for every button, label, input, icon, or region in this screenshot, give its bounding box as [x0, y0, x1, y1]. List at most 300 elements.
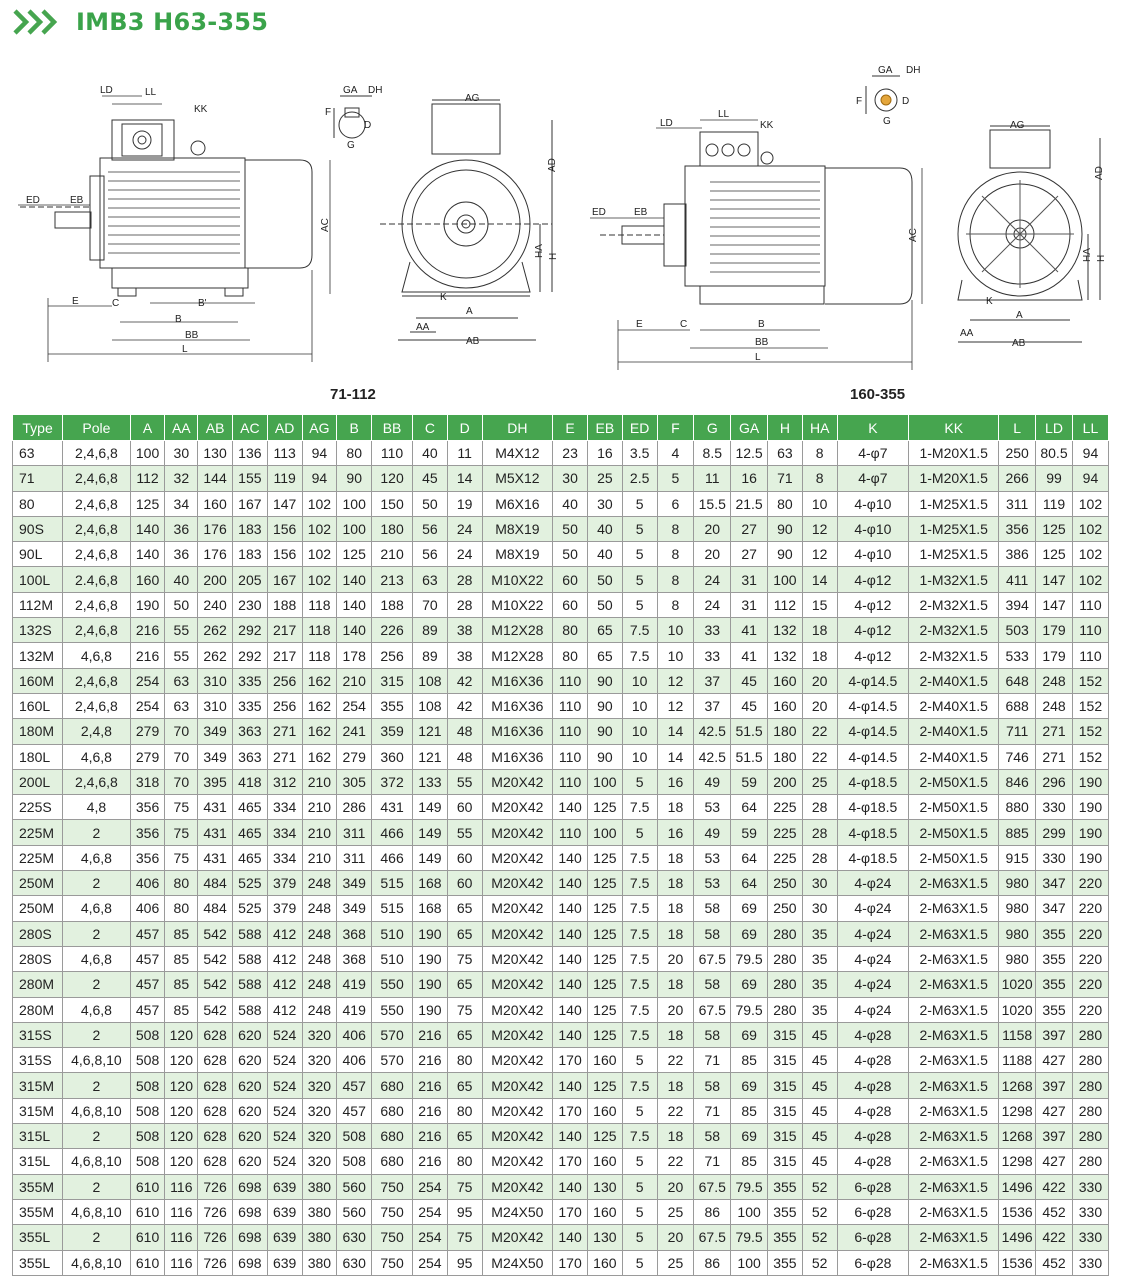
column-header: ED — [622, 415, 657, 441]
table-cell: 18 — [657, 896, 694, 921]
table-cell: 37 — [694, 668, 731, 693]
table-cell: 524 — [267, 1149, 302, 1174]
table-cell: 63 — [768, 441, 803, 466]
table-cell: 315 — [768, 1048, 803, 1073]
table-cell: 5 — [622, 1048, 657, 1073]
table-cell: M16X36 — [482, 693, 553, 718]
drawing-small-side-view — [20, 120, 312, 296]
table-cell: 412 — [267, 997, 302, 1022]
table-cell: 80 — [553, 643, 588, 668]
table-cell: 75 — [447, 997, 482, 1022]
table-body — [13, 441, 1109, 1276]
table-cell: 2-M63X1.5 — [909, 1124, 999, 1149]
table-cell: 95 — [447, 1250, 482, 1275]
table-cell: 80 — [553, 618, 588, 643]
table-cell: 45 — [731, 668, 768, 693]
table-cell: 28 — [802, 795, 837, 820]
table-cell: 2-M50X1.5 — [909, 845, 999, 870]
table-cell: 52 — [802, 1199, 837, 1224]
table-cell: 155 — [232, 466, 267, 491]
table-cell: 20 — [657, 1225, 694, 1250]
table-cell: 4-φ28 — [837, 1022, 909, 1047]
table-cell: 680 — [372, 1098, 413, 1123]
table-cell: 28 — [802, 820, 837, 845]
table-cell: M20X42 — [482, 997, 553, 1022]
table-cell: 570 — [372, 1022, 413, 1047]
table-row — [13, 896, 1109, 921]
table-cell: 24 — [694, 592, 731, 617]
table-cell: 279 — [130, 744, 165, 769]
table-cell: 395 — [198, 769, 233, 794]
table-cell: 280 — [1072, 1022, 1108, 1047]
table-cell: 750 — [372, 1199, 413, 1224]
table-cell: 630 — [337, 1250, 372, 1275]
table-cell: 315L — [13, 1149, 63, 1174]
table-cell: 140 — [553, 1174, 588, 1199]
table-cell: 280 — [1072, 1124, 1108, 1149]
table-cell: 2-M63X1.5 — [909, 1073, 999, 1098]
table-cell: 79.5 — [731, 1225, 768, 1250]
table-cell: 220 — [1072, 997, 1108, 1022]
table-cell: 75 — [447, 1225, 482, 1250]
table-cell: 75 — [165, 845, 198, 870]
table-cell: 8 — [802, 441, 837, 466]
table-cell: 5 — [622, 1250, 657, 1275]
table-cell: 254 — [413, 1174, 448, 1199]
label-b: B — [758, 319, 765, 330]
table-cell: 160M — [13, 668, 63, 693]
table-cell: 180L — [13, 744, 63, 769]
table-cell: 4-φ18.5 — [837, 769, 909, 794]
label-e: E — [72, 296, 79, 307]
table-cell: 100 — [337, 516, 372, 541]
table-cell: 1-M25X1.5 — [909, 516, 999, 541]
table-row — [13, 693, 1109, 718]
table-cell: M20X42 — [482, 871, 553, 896]
table-cell: 7.5 — [622, 618, 657, 643]
label-eb: EB — [634, 207, 648, 218]
table-cell: 427 — [1036, 1048, 1073, 1073]
table-cell: 216 — [413, 1048, 448, 1073]
table-cell: 22 — [802, 719, 837, 744]
table-cell: 216 — [413, 1149, 448, 1174]
table-cell: 152 — [1072, 719, 1108, 744]
table-cell: 4-φ12 — [837, 592, 909, 617]
table-cell: 147 — [1036, 567, 1073, 592]
table-cell: 20 — [802, 668, 837, 693]
table-cell: 45 — [802, 1048, 837, 1073]
table-cell: 355 — [1036, 997, 1073, 1022]
label-kk: KK — [760, 120, 774, 131]
table-cell: 241 — [337, 719, 372, 744]
label-l: L — [182, 344, 188, 355]
table-cell: 65 — [447, 1124, 482, 1149]
table-cell: 170 — [553, 1250, 588, 1275]
table-cell: 256 — [267, 668, 302, 693]
table-cell: 431 — [198, 845, 233, 870]
table-cell: 125 — [1036, 516, 1073, 541]
table-cell: 4-φ24 — [837, 896, 909, 921]
table-cell: 210 — [372, 542, 413, 567]
table-cell: 698 — [232, 1250, 267, 1275]
table-cell: 5 — [622, 567, 657, 592]
table-cell: 4-φ24 — [837, 921, 909, 946]
table-cell: 112M — [13, 592, 63, 617]
column-header: G — [694, 415, 731, 441]
table-cell: 5 — [622, 820, 657, 845]
table-cell: 250M — [13, 896, 63, 921]
table-cell: 2,4,6,8 — [63, 491, 131, 516]
table-cell: 50 — [413, 491, 448, 516]
table-cell: 412 — [267, 972, 302, 997]
table-cell: 4-φ7 — [837, 466, 909, 491]
table-cell: 28 — [447, 567, 482, 592]
table-cell: 335 — [232, 668, 267, 693]
table-cell: 620 — [232, 1124, 267, 1149]
table-cell: 160 — [768, 693, 803, 718]
table-row — [13, 1174, 1109, 1199]
table-cell: 457 — [130, 921, 165, 946]
table-cell: 58 — [694, 921, 731, 946]
table-cell: 484 — [198, 871, 233, 896]
table-cell: 12.5 — [731, 441, 768, 466]
label-f: F — [325, 107, 332, 118]
table-cell: 90L — [13, 542, 63, 567]
table-cell: 140 — [553, 1022, 588, 1047]
table-cell: 179 — [1036, 618, 1073, 643]
table-cell: 280 — [768, 972, 803, 997]
table-cell: 18 — [657, 845, 694, 870]
table-cell: 216 — [413, 1124, 448, 1149]
table-cell: 1-M20X1.5 — [909, 466, 999, 491]
table-cell: 363 — [232, 744, 267, 769]
table-cell: 18 — [657, 921, 694, 946]
table-cell: 334 — [267, 795, 302, 820]
table-cell: 248 — [1036, 668, 1073, 693]
table-row — [13, 1022, 1109, 1047]
table-cell: 4,6,8 — [63, 845, 131, 870]
table-cell: 620 — [232, 1048, 267, 1073]
table-cell: 570 — [372, 1048, 413, 1073]
table-cell: 542 — [198, 946, 233, 971]
table-cell: 56 — [413, 516, 448, 541]
table-cell: 110 — [1072, 592, 1108, 617]
table-cell: 70 — [413, 592, 448, 617]
table-cell: 160 — [587, 1250, 622, 1275]
column-header: E — [553, 415, 588, 441]
table-cell: 25 — [657, 1199, 694, 1224]
table-cell: 6 — [657, 491, 694, 516]
table-cell: 349 — [337, 896, 372, 921]
table-cell: 750 — [372, 1174, 413, 1199]
label-ga: GA — [878, 65, 893, 76]
table-cell: 156 — [267, 542, 302, 567]
table-cell: 125 — [587, 795, 622, 820]
table-cell: 885 — [999, 820, 1036, 845]
table-cell: 65 — [447, 921, 482, 946]
drawing-large-labels — [592, 65, 1107, 363]
table-cell: 140 — [130, 542, 165, 567]
table-cell: 160 — [587, 1048, 622, 1073]
table-cell: 256 — [267, 693, 302, 718]
table-cell: 688 — [999, 693, 1036, 718]
table-cell: 51.5 — [731, 719, 768, 744]
table-cell: 63 — [13, 441, 63, 466]
table-row — [13, 921, 1109, 946]
table-cell: 120 — [165, 1073, 198, 1098]
table-cell: 628 — [198, 1098, 233, 1123]
table-cell: 59 — [731, 769, 768, 794]
table-cell: 70 — [165, 744, 198, 769]
table-cell: 100 — [337, 491, 372, 516]
table-cell: 3.5 — [622, 441, 657, 466]
table-cell: 216 — [130, 618, 165, 643]
table-cell: 190 — [1072, 795, 1108, 820]
table-cell: 330 — [1072, 1174, 1108, 1199]
chevrons-icon — [12, 7, 62, 37]
table-cell: 368 — [337, 921, 372, 946]
table-cell: 119 — [267, 466, 302, 491]
table-cell: 42.5 — [694, 719, 731, 744]
table-cell: 560 — [337, 1174, 372, 1199]
table-cell: 356 — [999, 516, 1036, 541]
table-cell: 125 — [587, 921, 622, 946]
table-cell: 4-φ12 — [837, 567, 909, 592]
table-cell: 248 — [302, 946, 337, 971]
label-d: D — [364, 120, 372, 131]
table-row — [13, 820, 1109, 845]
table-cell: 588 — [232, 921, 267, 946]
label-ac: AC — [908, 228, 919, 242]
table-cell: 230 — [232, 592, 267, 617]
table-cell: 160 — [587, 1199, 622, 1224]
table-cell: 20 — [694, 542, 731, 567]
table-cell: 75 — [447, 1174, 482, 1199]
label-k: K — [986, 296, 993, 307]
table-cell: M6X16 — [482, 491, 553, 516]
table-cell: 100L — [13, 567, 63, 592]
column-header: Type — [13, 415, 63, 441]
table-cell: 726 — [198, 1199, 233, 1224]
table-cell: 27 — [731, 542, 768, 567]
table-cell: 2-M63X1.5 — [909, 1174, 999, 1199]
table-cell: 508 — [130, 1149, 165, 1174]
table-cell: 320 — [302, 1149, 337, 1174]
table-cell: 60 — [553, 567, 588, 592]
table-cell: 160 — [587, 1149, 622, 1174]
table-cell: 217 — [267, 643, 302, 668]
table-cell: 248 — [302, 972, 337, 997]
table-cell: 14 — [657, 744, 694, 769]
column-header: K — [837, 415, 909, 441]
table-cell: 1496 — [999, 1174, 1036, 1199]
table-cell: 71 — [694, 1098, 731, 1123]
table-cell: 52 — [802, 1225, 837, 1250]
table-cell: 315 — [768, 1022, 803, 1047]
table-cell: 10 — [802, 491, 837, 516]
table-cell: 75 — [165, 820, 198, 845]
table-cell: 160L — [13, 693, 63, 718]
table-cell: M20X42 — [482, 1174, 553, 1199]
table-cell: 334 — [267, 845, 302, 870]
table-cell: 524 — [267, 1073, 302, 1098]
table-cell: 726 — [198, 1250, 233, 1275]
table-cell: 49 — [694, 820, 731, 845]
table-cell: 750 — [372, 1225, 413, 1250]
table-cell: 132S — [13, 618, 63, 643]
table-cell: 320 — [302, 1098, 337, 1123]
table-cell: 14 — [657, 719, 694, 744]
label-bprime: B' — [198, 298, 207, 309]
table-cell: 2 — [63, 1174, 131, 1199]
table-cell: 23 — [553, 441, 588, 466]
table-cell: 216 — [413, 1073, 448, 1098]
table-cell: 22 — [802, 744, 837, 769]
table-cell: 100 — [731, 1199, 768, 1224]
table-cell: 167 — [232, 491, 267, 516]
table-cell: 355 — [1036, 946, 1073, 971]
table-cell: 628 — [198, 1149, 233, 1174]
table-cell: 69 — [731, 972, 768, 997]
table-cell: 125 — [587, 871, 622, 896]
table-cell: 41 — [731, 643, 768, 668]
table-cell: 8 — [802, 466, 837, 491]
table-cell: 2-M40X1.5 — [909, 668, 999, 693]
table-cell: 5 — [622, 1199, 657, 1224]
table-cell: 484 — [198, 896, 233, 921]
table-cell: 4-φ24 — [837, 946, 909, 971]
table-cell: 980 — [999, 871, 1036, 896]
table-cell: 120 — [165, 1022, 198, 1047]
table-cell: 94 — [302, 466, 337, 491]
table-cell: 698 — [232, 1225, 267, 1250]
table-cell: 80 — [165, 896, 198, 921]
table-cell: 2,4,6,8 — [63, 668, 131, 693]
table-cell: 225 — [768, 795, 803, 820]
table-cell: 89 — [413, 618, 448, 643]
table-row — [13, 618, 1109, 643]
dimension-table — [12, 414, 1109, 1276]
table-cell: 71 — [13, 466, 63, 491]
table-cell: 80 — [165, 871, 198, 896]
table-cell: 10 — [622, 668, 657, 693]
table-cell: 160 — [768, 668, 803, 693]
table-cell: 2 — [63, 921, 131, 946]
table-cell: 86 — [694, 1199, 731, 1224]
table-cell: 271 — [267, 719, 302, 744]
table-cell: 254 — [130, 668, 165, 693]
table-cell: 180 — [768, 719, 803, 744]
table-cell: 248 — [302, 871, 337, 896]
table-cell: 1158 — [999, 1022, 1036, 1047]
table-cell: 680 — [372, 1124, 413, 1149]
table-cell: 4-φ7 — [837, 441, 909, 466]
label-ga: GA — [343, 85, 358, 96]
table-cell: 4,6,8 — [63, 643, 131, 668]
table-cell: 152 — [1072, 668, 1108, 693]
table-cell: 240 — [198, 592, 233, 617]
table-cell: 110 — [553, 744, 588, 769]
table-cell: 42 — [447, 668, 482, 693]
table-cell: 4-φ10 — [837, 516, 909, 541]
table-cell: 125 — [130, 491, 165, 516]
table-cell: 35 — [802, 972, 837, 997]
table-cell: 550 — [372, 972, 413, 997]
table-cell: 80 — [13, 491, 63, 516]
column-header: BB — [372, 415, 413, 441]
table-cell: 110 — [553, 769, 588, 794]
table-cell: 4-φ14.5 — [837, 744, 909, 769]
table-cell: 5 — [622, 542, 657, 567]
table-cell: 110 — [553, 693, 588, 718]
table-cell: 85 — [165, 972, 198, 997]
table-cell: 1298 — [999, 1149, 1036, 1174]
table-cell: 116 — [165, 1225, 198, 1250]
table-row — [13, 567, 1109, 592]
table-row — [13, 795, 1109, 820]
table-cell: 10 — [622, 693, 657, 718]
table-cell: 7.5 — [622, 997, 657, 1022]
table-cell: 162 — [302, 719, 337, 744]
table-cell: 125 — [587, 997, 622, 1022]
table-cell: 355M — [13, 1199, 63, 1224]
table-cell: 125 — [587, 946, 622, 971]
table-cell: 176 — [198, 516, 233, 541]
table-cell: 176 — [198, 542, 233, 567]
table-cell: 1-M20X1.5 — [909, 441, 999, 466]
table-cell: 419 — [337, 972, 372, 997]
table-cell: 178 — [337, 643, 372, 668]
table-cell: 1-M32X1.5 — [909, 567, 999, 592]
table-cell: 79.5 — [731, 1174, 768, 1199]
table-cell: 32 — [165, 466, 198, 491]
table-cell: 147 — [267, 491, 302, 516]
table-cell: 33 — [694, 643, 731, 668]
table-cell: 1496 — [999, 1225, 1036, 1250]
table-cell: 156 — [267, 516, 302, 541]
table-cell: 120 — [165, 1149, 198, 1174]
table-cell: 4-φ28 — [837, 1048, 909, 1073]
table-cell: 533 — [999, 643, 1036, 668]
table-cell: 286 — [337, 795, 372, 820]
table-cell: 55 — [165, 618, 198, 643]
table-cell: 58 — [694, 1022, 731, 1047]
table-cell: 427 — [1036, 1098, 1073, 1123]
table-cell: 610 — [130, 1250, 165, 1275]
table-cell: 4-φ12 — [837, 618, 909, 643]
table-cell: 7.5 — [622, 1022, 657, 1047]
table-cell: 65 — [587, 618, 622, 643]
table-cell: 2 — [63, 1225, 131, 1250]
table-cell: 121 — [413, 719, 448, 744]
table-cell: 2-M63X1.5 — [909, 871, 999, 896]
table-cell: 271 — [267, 744, 302, 769]
table-cell: 179 — [1036, 643, 1073, 668]
table-cell: 254 — [413, 1250, 448, 1275]
drawing-small-key-detail — [334, 96, 372, 138]
table-cell: M5X12 — [482, 466, 553, 491]
table-cell: 7.5 — [622, 871, 657, 896]
label-b: B — [175, 314, 182, 325]
table-cell: 140 — [553, 795, 588, 820]
table-cell: 70 — [165, 769, 198, 794]
table-cell: 2-M63X1.5 — [909, 1250, 999, 1275]
table-cell: 427 — [1036, 1149, 1073, 1174]
label-d: D — [902, 96, 910, 107]
label-ll: LL — [145, 87, 157, 98]
table-cell: M20X42 — [482, 1048, 553, 1073]
table-cell: M12X28 — [482, 643, 553, 668]
